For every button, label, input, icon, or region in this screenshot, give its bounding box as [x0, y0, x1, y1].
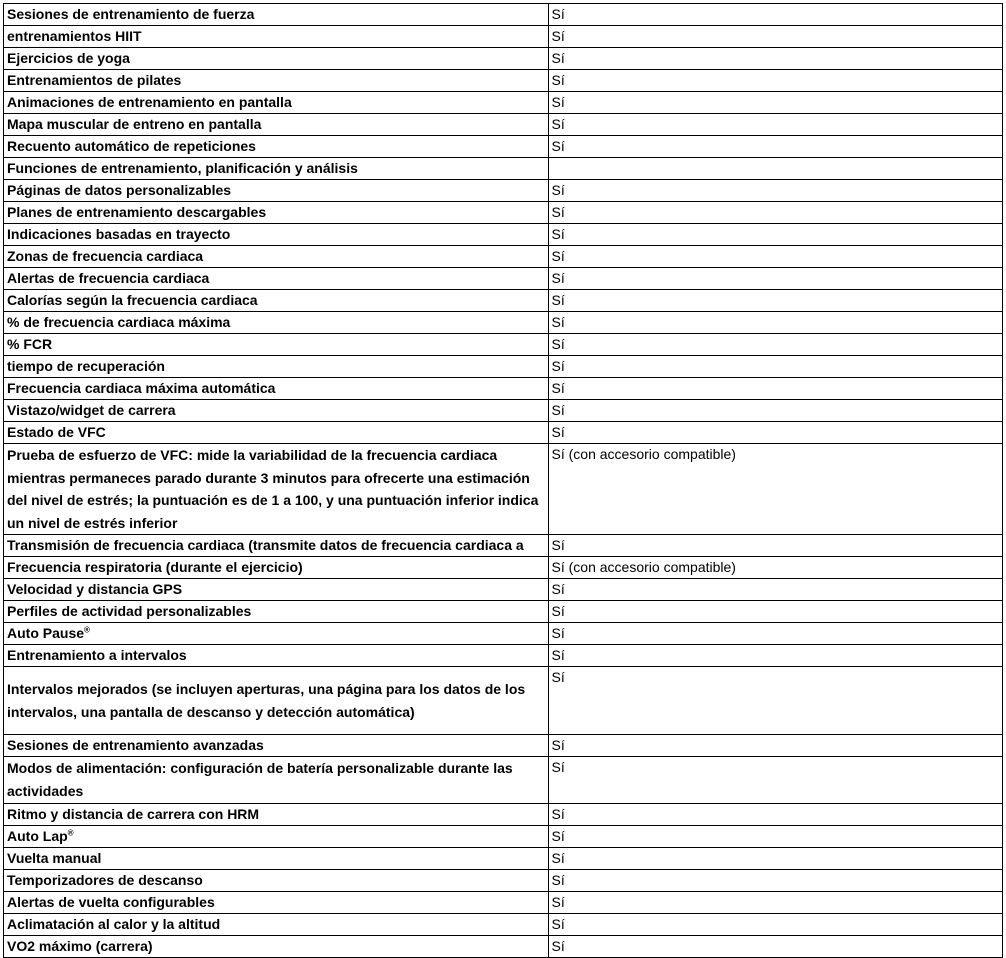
value-cell: Sí	[548, 48, 1002, 70]
value-cell: Sí (con accesorio compatible)	[548, 557, 1002, 579]
value-cell: Sí	[548, 202, 1002, 224]
table-row	[4, 4, 1003, 26]
value-cell: Sí	[548, 847, 1002, 869]
table-row	[4, 579, 1003, 601]
feature-text: Auto Lap	[7, 827, 68, 844]
table-row	[4, 70, 1003, 92]
value-cell: Sí	[548, 4, 1002, 26]
feature-cell: Alertas de vuelta configurables	[4, 891, 549, 913]
table-row	[4, 356, 1003, 378]
table-row	[4, 623, 1003, 645]
feature-cell: Alertas de frecuencia cardiaca	[4, 268, 549, 290]
feature-cell: Planes de entrenamiento descargables	[4, 202, 549, 224]
table-row	[4, 667, 1003, 735]
table-row	[4, 422, 1003, 444]
table-row	[4, 26, 1003, 48]
feature-cell: Frecuencia respiratoria (durante el ejercicio)	[4, 557, 549, 579]
feature-cell: % FCR	[4, 334, 549, 356]
feature-table	[3, 3, 1003, 958]
table-row	[4, 136, 1003, 158]
table-row	[4, 601, 1003, 623]
table-row	[4, 535, 1003, 557]
value-cell: Sí	[548, 869, 1002, 891]
value-cell: Sí	[548, 312, 1002, 334]
table-row	[4, 847, 1003, 869]
value-cell: Sí	[548, 92, 1002, 114]
feature-cell: Aclimatación al calor y la altitud	[4, 913, 549, 935]
section-header-cell: Funciones de entrenamiento, planificación y análisis	[4, 158, 549, 180]
table-row	[4, 114, 1003, 136]
feature-cell: Vistazo/widget de carrera	[4, 400, 549, 422]
value-cell: Sí	[548, 26, 1002, 48]
table-row	[4, 202, 1003, 224]
table-row	[4, 334, 1003, 356]
table-row	[4, 92, 1003, 114]
feature-cell: Entrenamiento a intervalos	[4, 645, 549, 667]
value-cell: Sí	[548, 422, 1002, 444]
feature-cell: Frecuencia cardiaca máxima automática	[4, 378, 549, 400]
value-cell: Sí	[548, 757, 1002, 803]
feature-cell: Páginas de datos personalizables	[4, 180, 549, 202]
table-row	[4, 290, 1003, 312]
feature-table-body	[4, 4, 1003, 958]
feature-cell: Animaciones de entrenamiento en pantalla	[4, 92, 549, 114]
feature-cell: Calorías según la frecuencia cardiaca	[4, 290, 549, 312]
feature-cell: % de frecuencia cardiaca máxima	[4, 312, 549, 334]
value-cell: Sí	[548, 825, 1002, 847]
feature-cell: Ritmo y distancia de carrera con HRM	[4, 803, 549, 825]
table-row	[4, 735, 1003, 757]
feature-cell	[4, 623, 549, 645]
table-row	[4, 400, 1003, 422]
table-row	[4, 224, 1003, 246]
value-cell: Sí	[548, 913, 1002, 935]
value-cell: Sí	[548, 356, 1002, 378]
table-row	[4, 913, 1003, 935]
value-cell: Sí	[548, 290, 1002, 312]
table-row	[4, 246, 1003, 268]
table-row	[4, 757, 1003, 803]
feature-cell: Sesiones de entrenamiento avanzadas	[4, 735, 549, 757]
value-cell: Sí	[548, 535, 1002, 557]
table-row	[4, 645, 1003, 667]
table-row	[4, 48, 1003, 70]
feature-cell: Perfiles de actividad personalizables	[4, 601, 549, 623]
value-cell: Sí	[548, 224, 1002, 246]
feature-cell: Temporizadores de descanso	[4, 869, 549, 891]
feature-cell: VO2 máximo (carrera)	[4, 935, 549, 957]
value-cell: Sí	[548, 246, 1002, 268]
value-cell: Sí	[548, 136, 1002, 158]
value-cell: Sí	[548, 268, 1002, 290]
feature-cell: Ejercicios de yoga	[4, 48, 549, 70]
table-row	[4, 825, 1003, 847]
table-row	[4, 378, 1003, 400]
feature-cell: Velocidad y distancia GPS	[4, 579, 549, 601]
section-header-row	[4, 158, 1003, 180]
table-row	[4, 891, 1003, 913]
feature-cell: Modos de alimentación: configuración de batería personalizable durante las actividades	[4, 757, 549, 803]
registered-mark: ®	[67, 827, 74, 837]
table-row	[4, 869, 1003, 891]
value-cell: Sí	[548, 378, 1002, 400]
feature-cell: Recuento automático de repeticiones	[4, 136, 549, 158]
feature-cell: Sesiones de entrenamiento de fuerza	[4, 4, 549, 26]
feature-text: Auto Pause	[7, 625, 85, 642]
value-cell: Sí	[548, 803, 1002, 825]
feature-cell	[4, 825, 549, 847]
feature-cell: Entrenamientos de pilates	[4, 70, 549, 92]
feature-cell: Mapa muscular de entreno en pantalla	[4, 114, 549, 136]
feature-cell: entrenamientos HIIT	[4, 26, 549, 48]
feature-cell: Vuelta manual	[4, 847, 549, 869]
value-cell: Sí	[548, 114, 1002, 136]
registered-mark: ®	[84, 625, 90, 635]
value-cell: Sí	[548, 334, 1002, 356]
value-cell: Sí	[548, 70, 1002, 92]
table-row	[4, 557, 1003, 579]
table-row	[4, 444, 1003, 535]
feature-cell: Indicaciones basadas en trayecto	[4, 224, 549, 246]
value-cell: Sí	[548, 400, 1002, 422]
feature-cell: Estado de VFC	[4, 422, 549, 444]
value-cell: Sí	[548, 623, 1002, 645]
value-cell: Sí	[548, 180, 1002, 202]
value-cell: Sí	[548, 667, 1002, 735]
feature-cell: Intervalos mejorados (se incluyen aperturas, una página para los datos de los intervalos, una pantalla de descanso y detección automática)	[4, 667, 549, 735]
value-cell: Sí	[548, 645, 1002, 667]
value-cell: Sí (con accesorio compatible)	[548, 444, 1002, 535]
value-cell: Sí	[548, 935, 1002, 957]
value-cell	[548, 158, 1002, 180]
feature-cell: Prueba de esfuerzo de VFC: mide la variabilidad de la frecuencia cardiaca mientras permaneces parado durante 3 minutos para ofrecerte una estimación del nivel de estrés; la puntuación es de 1 a 100, y una puntuación inferior indica un nivel de estrés inferior	[4, 444, 549, 535]
value-cell: Sí	[548, 735, 1002, 757]
table-row	[4, 180, 1003, 202]
value-cell: Sí	[548, 601, 1002, 623]
feature-cell: Zonas de frecuencia cardiaca	[4, 246, 549, 268]
value-cell: Sí	[548, 579, 1002, 601]
value-cell: Sí	[548, 891, 1002, 913]
feature-cell: tiempo de recuperación	[4, 356, 549, 378]
table-row	[4, 268, 1003, 290]
feature-cell: Transmisión de frecuencia cardiaca (transmite datos de frecuencia cardiaca a	[4, 535, 549, 557]
table-row	[4, 312, 1003, 334]
table-row	[4, 803, 1003, 825]
